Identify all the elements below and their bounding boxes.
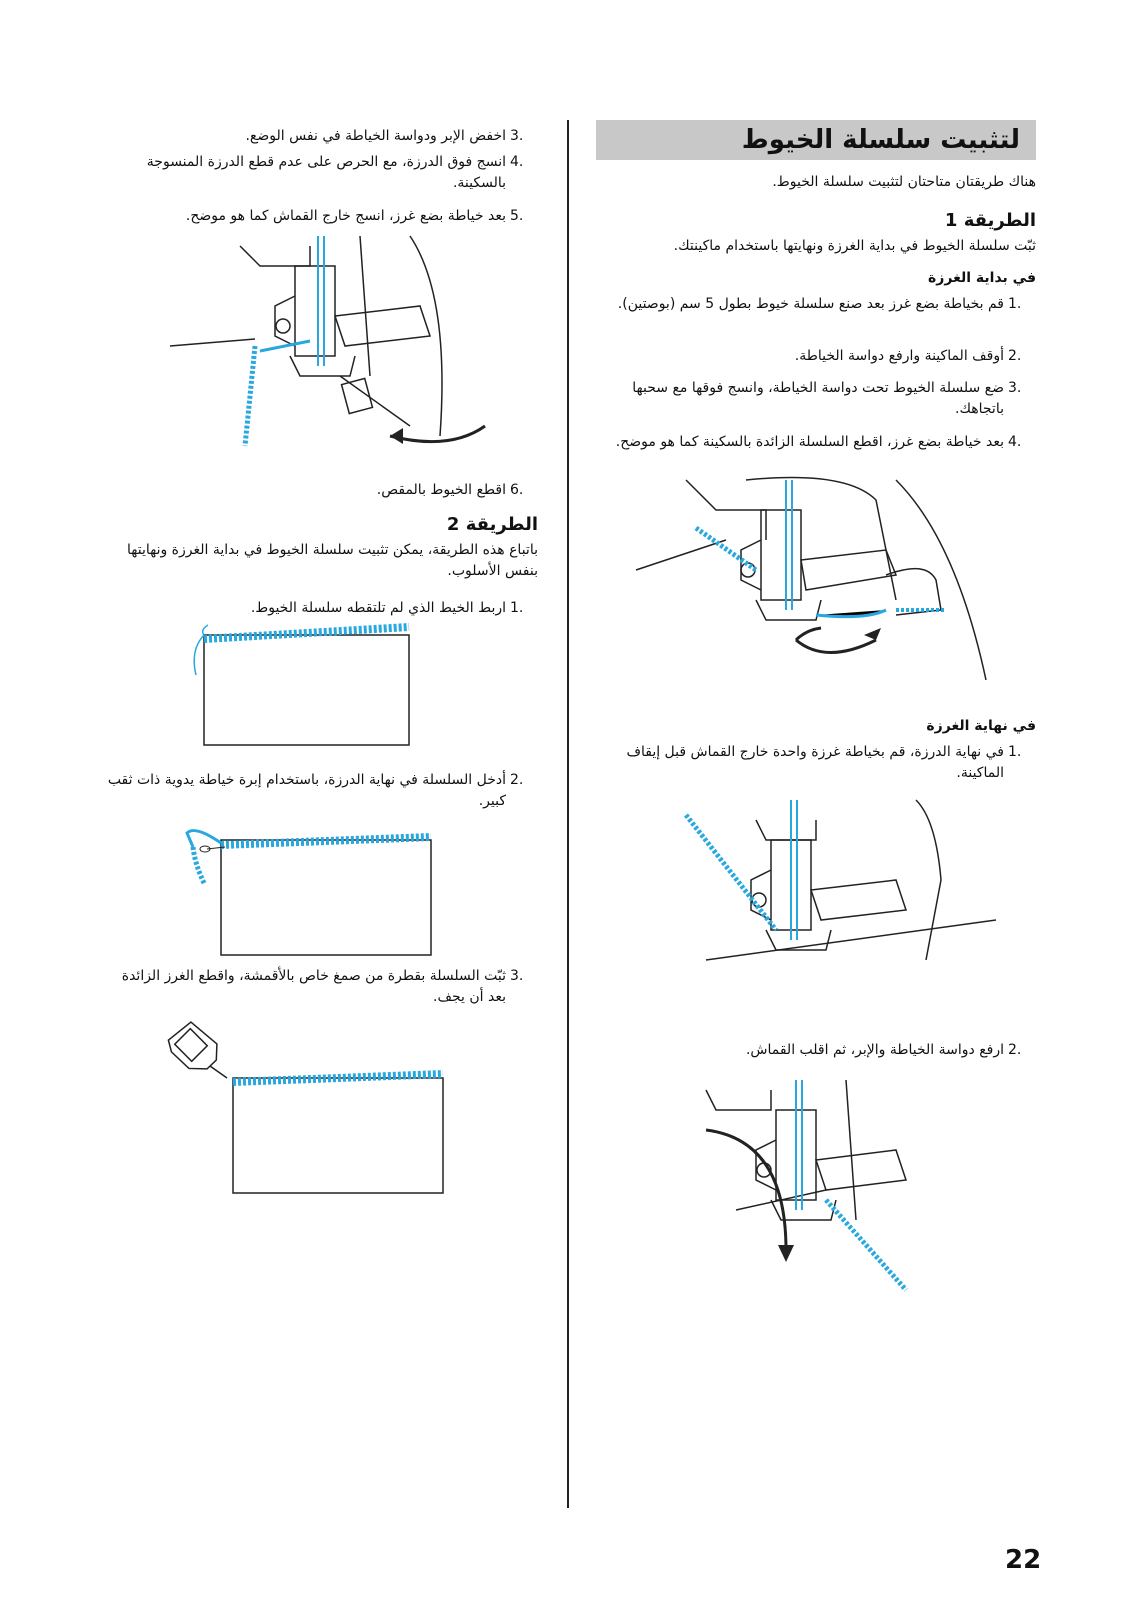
list-item: .5 بعد خياطة بضع غرز، انسج خارج القماش كما هو موضح.	[185, 208, 524, 224]
list-item: .4 بعد خياطة بضع غرز، اقطع السلسلة الزائدة بالسكينة كما هو موضح.	[615, 434, 1022, 450]
list-item: .2 أدخل السلسلة في نهاية الدرزة، باستخدام إبرة خياطة يدوية ذات ثقب كبير.	[107, 772, 524, 809]
method2-heading: الطريقة 2	[446, 514, 538, 535]
list-item: .4 انسج فوق الدرزة، مع الحرص على عدم قطع الدرزة المنسوجة بالسكينة.	[146, 154, 524, 191]
illustration-turn-fabric	[596, 1080, 1036, 1310]
list-item: .1 اربط الخيط الذي لم تلتقطه سلسلة الخيوط.	[250, 600, 524, 616]
end-heading: في نهاية الغرزة	[926, 718, 1036, 734]
section-title: لتثبيت سلسلة الخيوط	[741, 125, 1020, 155]
list-item: .3 اخفض الإبر ودواسة الخياطة في نفس الوضع.	[245, 128, 524, 144]
list-item: .3 ضع سلسلة الخيوط تحت دواسة الخياطة، وانسج فوقها مع سحبها باتجاهك.	[632, 380, 1022, 417]
list-item: .2 أوقف الماكينة وارفع دواسة الخياطة.	[794, 348, 1022, 364]
illustration-glue-bottle	[165, 1020, 465, 1200]
method2-desc: باتباع هذه الطريقة، يمكن تثبيت سلسلة الخيوط في بداية الغرزة ونهايتها بنفس الأسلوب.	[127, 542, 538, 579]
intro-text: هناك طريقتان متاحتان لتثبيت سلسلة الخيوط.	[772, 174, 1036, 190]
start-heading: في بداية الغرزة	[928, 270, 1036, 286]
illustration-needle-insert	[185, 825, 445, 965]
column-divider	[567, 120, 569, 1508]
list-item: .3 ثبّت السلسلة بقطرة من صمغ خاص بالأقمشة، واقطع الغرز الزائدة بعد أن يجف.	[121, 968, 524, 1005]
method1-heading: الطريقة 1	[944, 210, 1036, 231]
illustration-tie-thread	[190, 625, 450, 755]
list-item: .6 اقطع الخيوط بالمقص.	[376, 482, 524, 498]
illustration-sew-off	[100, 236, 540, 466]
method1-desc: ثبّت سلسلة الخيوط في بداية الغرزة ونهايتها باستخدام ماكينتك.	[673, 238, 1036, 254]
right-column	[596, 120, 1036, 160]
illustration-end-seam	[596, 800, 1036, 990]
list-item: .1 في نهاية الدرزة، قم بخياطة غرزة واحدة خارج القماش قبل إيقاف الماكينة.	[626, 744, 1022, 781]
section-title-bar	[596, 120, 1036, 160]
list-item: .2 ارفع دواسة الخياطة والإبر، ثم اقلب القماش.	[745, 1042, 1022, 1058]
illustration-hold-chain	[596, 480, 1036, 710]
page-number: 22	[1005, 1545, 1042, 1575]
list-item: .1 قم بخياطة بضع غرز بعد صنع سلسلة خيوط بطول 5 سم (بوصتين).	[617, 296, 1022, 312]
